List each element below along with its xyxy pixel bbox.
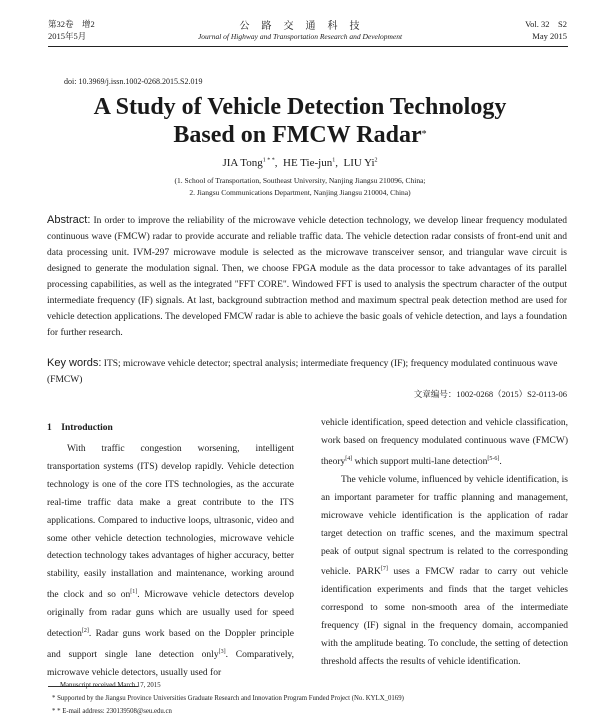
header-date-en: May 2015 (532, 31, 567, 41)
citation-3: [3] (218, 649, 226, 656)
right-paragraph-2 (321, 472, 568, 672)
right-column (321, 415, 568, 672)
right-p1-part-b: which support multi-lane detection (352, 456, 488, 467)
left-column (47, 441, 294, 683)
keywords-text: ITS; microwave vehicle detector; spectral analysis; intermediate frequency (IF); frequency modulated continuous wave (FMCW) (47, 359, 558, 385)
author-2: HE Tie-jun (283, 157, 333, 169)
abstract-text: In order to improve the reliability of the microwave vehicle detection technology, we develop linear frequency modulated continuous wave (FMCW) radar to provide accurate and reliable traffic data. The vehicle detection radar consists of front-end unit and data processing unit. IVM-297 microwave module is selected as the microwave transceiver sensor, and triangular wave circuit is designed to generate the modulation signal. Then, we choose FPGA module as the data processor to take advantages of its parallel processing capabilities, as well as the integrated "FFT CORE". Windowed FFT is used to analysis the spectrum character of the output intermediate frequency (IF) signals. At last, background subtraction method and maximum spectral peak detection method are used for vehicle detection applications. The developed FMCW radar is able to achieve the basic goals of vehicle detection, and lays a foundation for further research. (47, 216, 567, 338)
section-title: Introduction (61, 423, 113, 433)
affiliation-2: 2. Jiangsu Communications Department, Nanjing Jiangsu 210004, China) (189, 188, 411, 197)
footnote-email: * * E-mail address: 230139508@seu.edu.cn (52, 708, 172, 715)
citation-1: [1] (130, 589, 138, 596)
footnote-received: Manuscript received March 17, 2015 (60, 682, 161, 689)
author-3: LIU Yi (343, 157, 375, 169)
author-1-sup: 1 * * (262, 157, 275, 164)
author-2-sup: 1 (332, 157, 336, 164)
paper-title-line1: A Study of Vehicle Detection Technology (93, 94, 507, 120)
header-volume-cn: 第32卷 增2 (48, 19, 95, 29)
section-heading (47, 423, 113, 433)
right-p1-part-a: vehicle identification, speed detection and vehicle classification, work based on frequency modulated continuous wave (FMCW) theory (321, 418, 568, 467)
author-3-sup: 2 (374, 157, 378, 164)
right-p1-part-c: . (499, 456, 502, 467)
section-number: 1 (47, 423, 52, 433)
left-paragraph-1 (47, 441, 294, 683)
paper-title-line2-text: Based on FMCW Radar (173, 122, 422, 148)
article-number: 文章编号：1002-0268（2015）S2-0113-06 (413, 389, 567, 399)
keywords (47, 355, 567, 388)
abstract (47, 212, 567, 341)
authors: JIA Tong$^{1 * *}$, HE Tie-jun$^1$, LIU Yi$^2$ (222, 157, 378, 169)
citation-5-6: [5-6] (487, 455, 500, 462)
header-journal-en: Journal of Highway and Transportation Research and Development (197, 32, 403, 41)
author-1: JIA Tong (222, 157, 263, 169)
left-p1-part-c: . Radar guns work based on the Doppler principle and support single lane detection only (47, 629, 294, 661)
citation-7: [7] (380, 566, 388, 573)
citation-4: [4] (345, 455, 353, 462)
title-footnote-mark: * (421, 129, 427, 140)
header-date-cn: 2015年5月 (48, 31, 87, 41)
left-p1-part-b: . Microwave vehicle detectors develop originally from radar guns which are usually used for speed detection (47, 590, 294, 640)
right-p2-part-a: The vehicle volume, influenced by vehicle identification, is an important parameter for traffic planning and management, microwave vehicle identification is the application of radar target detection on traffic scenes, and the maximum spectral peak of output signal spectrum is related to the corresponding vehicle. PARK (321, 474, 568, 578)
citation-2: [2] (81, 628, 89, 635)
left-p1-part-a: With traffic congestion worsening, intelligent transportation systems (ITS) develop rapidly. Vehicle detection technology is one of the core ITS technologies, as the accurate real-time traffic data make a great contribute to the ITS applications. Compared to inductive loops, ultrasonic, video and some other vehicle detection technologies, microwave vehicle detection technology takes advantages of higher accuracy, better stability, easily installation and maintenance, working around the clock and so on (47, 444, 294, 601)
affiliation-1: (1. School of Transportation, Southeast University, Nanjing Jiangsu 210096, China; (174, 176, 426, 185)
header-journal-cn: 公 路 交 通 科 技 (239, 21, 361, 32)
paper-title-line2 (0, 121, 600, 149)
doi: doi: 10.3969/j.issn.1002-0268.2015.S2.019 (64, 77, 203, 86)
abstract-label: Abstract: (47, 214, 91, 226)
header-volume-en: Vol. 32 S2 (525, 19, 567, 29)
right-paragraph-1 (321, 415, 568, 472)
footnote-support: * Supported by the Jiangsu Province Universities Graduate Research and Innovation Program Funded Project (No. KYLX_0169) (52, 695, 404, 702)
header-rule (48, 46, 568, 47)
left-p1-part-d: . Comparatively, microwave vehicle detectors, usually used for (47, 650, 294, 679)
keywords-label: Key words: (47, 357, 102, 369)
right-p2-part-b: uses a FMCW radar to carry out vehicle identification experiments and finds that the target vehicles correspond to some non-smooth area of the intermediate frequency (IF) signal in the frequency domain, accompanied with the amplitude beating. To conclude, the setting of detection threshold affects the results of vehicle identification. (321, 567, 569, 668)
